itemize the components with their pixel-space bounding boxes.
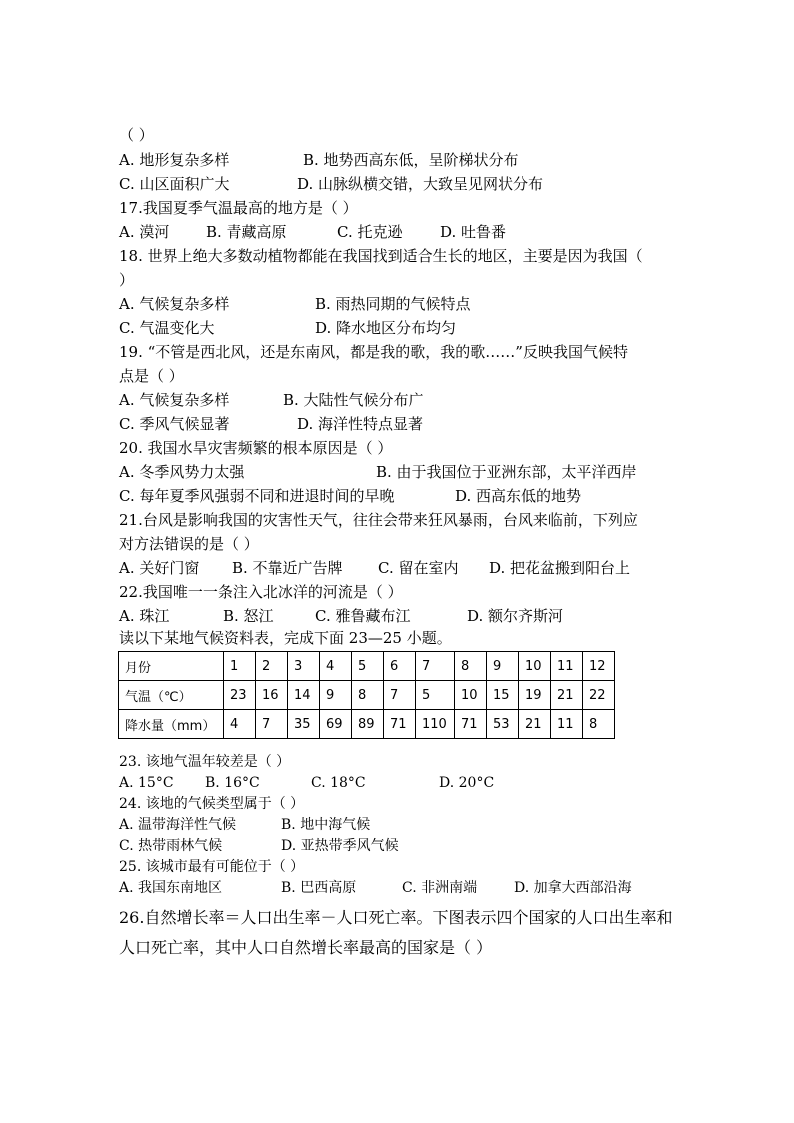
table-cell: 12 xyxy=(583,652,615,681)
q25-option-a: A. 我国东南地区 xyxy=(119,880,223,896)
table-cell: 8 xyxy=(583,710,615,739)
q22-option-a: A. 珠江 xyxy=(119,607,170,625)
q17-option-d: D. 吐鲁番 xyxy=(440,223,507,241)
table-row-precipitation xyxy=(119,710,615,739)
q17-option-a: A. 漠河 xyxy=(119,223,170,241)
table-cell: 8 xyxy=(352,681,384,710)
q16-option-d: D. 山脉纵横交错，大致呈见网状分布 xyxy=(297,175,544,193)
q19-option-a: A. 气候复杂多样 xyxy=(119,391,230,409)
q26-stem: 26.自然增长率＝人口出生率－人口死亡率。下图表示四个国家的人口出生率和 xyxy=(119,908,673,927)
q18-option-d: D. 降水地区分布均匀 xyxy=(315,319,457,337)
table-cell: 1 xyxy=(224,652,256,681)
table-cell: 气温（℃） xyxy=(119,681,224,710)
q17-stem: 17.我国夏季气温最高的地方是（ ） xyxy=(119,199,358,217)
table-cell: 5 xyxy=(416,681,455,710)
q20-option-a: A. 冬季风势力太强 xyxy=(119,463,245,481)
q18-stem-line2: ） xyxy=(119,271,135,289)
q19-option-d: D. 海洋性特点显著 xyxy=(297,415,424,433)
q16-option-c: C. 山区面积广大 xyxy=(119,175,230,193)
table-cell: 21 xyxy=(551,681,583,710)
q19-stem-line2: 点是（ ） xyxy=(119,367,184,385)
table-cell: 15 xyxy=(487,681,519,710)
q21-stem-line2: 对方法错误的是（ ） xyxy=(119,535,259,553)
q24-option-a: A. 温带海洋性气候 xyxy=(119,817,237,833)
q18-option-b: B. 雨热同期的气候特点 xyxy=(315,295,471,313)
q16-option-b: B. 地势西高东低，呈阶梯状分布 xyxy=(303,151,519,169)
table-cell: 110 xyxy=(416,710,455,739)
q25-option-d: D. 加拿大西部沿海 xyxy=(514,880,632,896)
q23-option-c: C. 18°C xyxy=(311,775,366,791)
table-cell: 11 xyxy=(551,710,583,739)
q16-option-a: A. 地形复杂多样 xyxy=(119,151,230,169)
q21-option-a: A. 关好门窗 xyxy=(119,559,200,577)
table-cell: 3 xyxy=(288,652,320,681)
q23-stem: 23. 该地气温年较差是（ ） xyxy=(119,754,291,770)
q26-stem-line2: 人口死亡率，其中人口自然增长率最高的国家是（ ） xyxy=(119,938,493,957)
q19-option-c: C. 季风气候显著 xyxy=(119,415,230,433)
table-row-month xyxy=(119,652,615,681)
q17-option-b: B. 青藏高原 xyxy=(206,223,287,241)
table-cell: 降水量（mm） xyxy=(119,710,224,739)
table-cell: 9 xyxy=(320,681,352,710)
table-cell: 7 xyxy=(384,681,416,710)
q17-option-c: C. 托克逊 xyxy=(337,223,403,241)
q22-option-c: C. 雅鲁藏布江 xyxy=(315,607,411,625)
table-cell: 10 xyxy=(455,681,487,710)
table-cell: 21 xyxy=(519,710,551,739)
table-cell: 7 xyxy=(416,652,455,681)
q21-stem: 21.台风是影响我国的灾害性天气，往往会带来狂风暴雨，台风来临前，下列应 xyxy=(119,511,638,529)
table-cell: 22 xyxy=(583,681,615,710)
q22-option-d: D. 额尔齐斯河 xyxy=(467,607,564,625)
q18-stem: 18. 世界上绝大多数动植物都能在我国找到适合生长的地区，主要是因为我国（ xyxy=(119,247,643,265)
q24-option-c: C. 热带雨林气候 xyxy=(119,838,223,854)
table-cell: 35 xyxy=(288,710,320,739)
table-cell: 月份 xyxy=(119,652,224,681)
table-intro: 读以下某地气候资料表，完成下面 23—25 小题。 xyxy=(119,629,452,647)
table-cell: 71 xyxy=(455,710,487,739)
q20-option-c: C. 每年夏季风强弱不同和进退时间的早晚 xyxy=(119,487,395,505)
q23-option-b: B. 16°C xyxy=(205,775,260,791)
q18-option-c: C. 气温变化大 xyxy=(119,319,215,337)
table-cell: 8 xyxy=(455,652,487,681)
q24-stem: 24. 该地的气候类型属于（ ） xyxy=(119,796,305,812)
table-cell: 71 xyxy=(384,710,416,739)
q21-option-d: D. 把花盆搬到阳台上 xyxy=(489,559,631,577)
table-cell: 10 xyxy=(519,652,551,681)
q23-option-d: D. 20°C xyxy=(439,775,495,791)
table-cell: 7 xyxy=(256,710,288,739)
q20-option-b: B. 由于我国位于亚洲东部，太平洋西岸 xyxy=(376,463,637,481)
table-cell: 89 xyxy=(352,710,384,739)
q20-stem: 20. 我国水旱灾害频繁的根本原因是（ ） xyxy=(119,439,393,457)
table-cell: 19 xyxy=(519,681,551,710)
q22-stem: 22.我国唯一一条注入北冰洋的河流是（ ） xyxy=(119,583,403,601)
table-row-temperature xyxy=(119,681,615,710)
table-cell: 69 xyxy=(320,710,352,739)
table-cell: 6 xyxy=(384,652,416,681)
q22-option-b: B. 怒江 xyxy=(223,607,274,625)
q19-stem: 19. “不管是西北风，还是东南风，都是我的歌，我的歌……”反映我国气候特 xyxy=(119,343,628,361)
table-cell: 11 xyxy=(551,652,583,681)
table-cell: 14 xyxy=(288,681,320,710)
table-cell: 5 xyxy=(352,652,384,681)
table-cell: 16 xyxy=(256,681,288,710)
q24-option-d: D. 亚热带季风气候 xyxy=(281,838,399,854)
q25-stem: 25. 该城市最有可能位于（ ） xyxy=(119,859,305,875)
q24-option-b: B. 地中海气候 xyxy=(281,817,371,833)
table-cell: 53 xyxy=(487,710,519,739)
table-cell: 2 xyxy=(256,652,288,681)
q20-option-d: D. 西高东低的地势 xyxy=(455,487,582,505)
q25-option-b: B. 巴西高原 xyxy=(281,880,357,896)
q23-option-a: A. 15°C xyxy=(119,775,174,791)
table-cell: 23 xyxy=(224,681,256,710)
climate-table xyxy=(118,651,615,739)
table-cell: 9 xyxy=(487,652,519,681)
q18-option-a: A. 气候复杂多样 xyxy=(119,295,230,313)
q21-option-c: C. 留在室内 xyxy=(378,559,459,577)
table-cell: 4 xyxy=(320,652,352,681)
q25-option-c: C. 非洲南端 xyxy=(402,880,478,896)
table-cell: 4 xyxy=(224,710,256,739)
q16-stem-tail: （ ） xyxy=(119,126,154,144)
q21-option-b: B. 不靠近广告牌 xyxy=(232,559,343,577)
q19-option-b: B. 大陆性气候分布广 xyxy=(283,391,424,409)
